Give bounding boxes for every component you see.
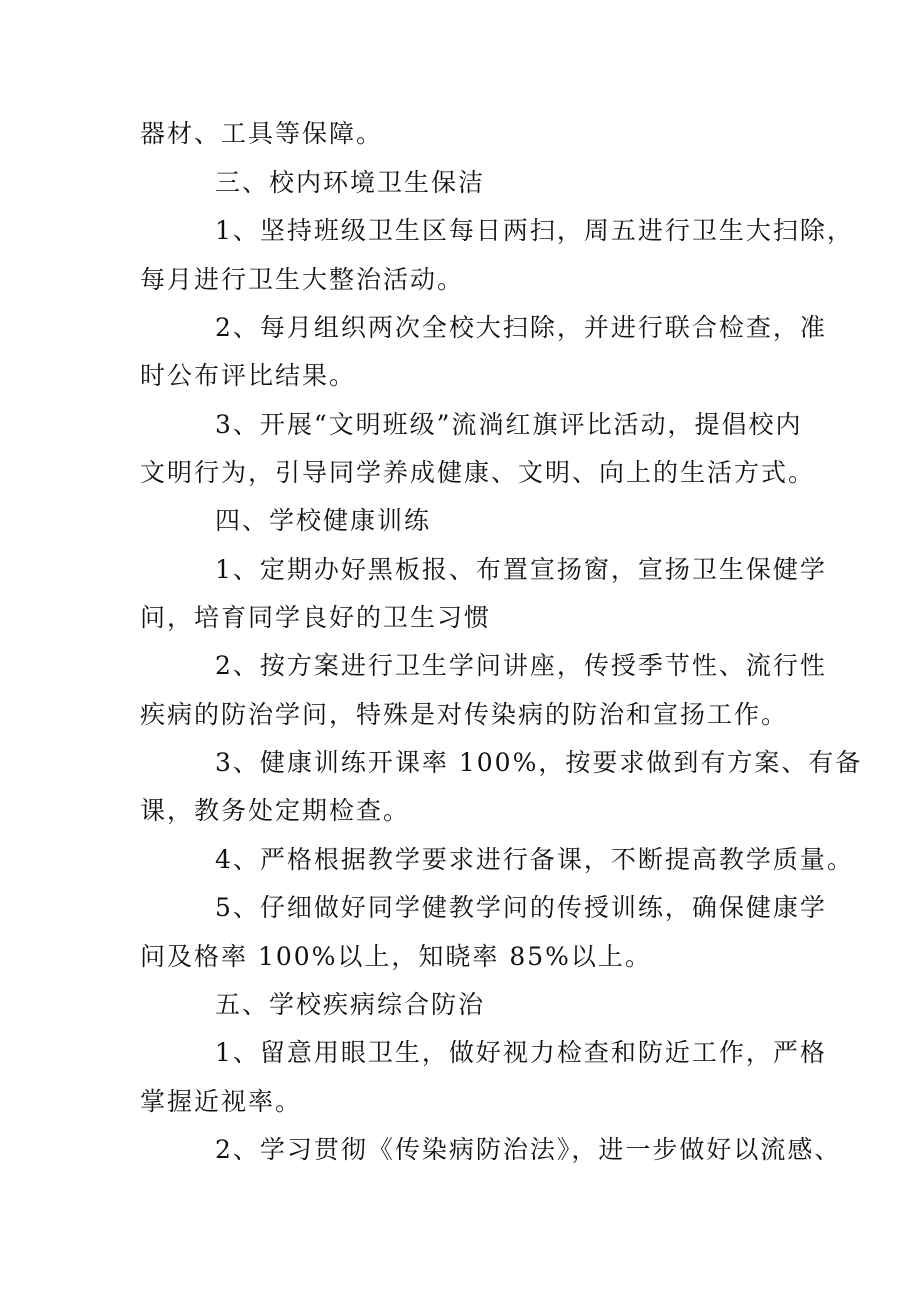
text-line: 文明行为，引导同学养成健康、文明、向上的生活方式。	[140, 458, 816, 487]
text-line: 问，培育同学良好的卫生习惯	[140, 603, 492, 632]
paragraph-line: 2、每月组织两次全校大扫除，并进行联合检查，准	[215, 313, 827, 342]
paragraph-line: 5、仔细做好同学健教学问的传授训练，确保健康学	[215, 893, 827, 922]
paragraph-line: 1、留意用眼卫生，做好视力检查和防近工作，严格	[215, 1038, 827, 1067]
text-line: 掌握近视率。	[140, 1087, 303, 1116]
section-heading: 五、学校疾病综合防治	[215, 990, 486, 1019]
section-heading: 四、学校健康训练	[215, 506, 432, 535]
paragraph-line: 3、健康训练开课率 100%，按要求做到有方案、有备	[215, 748, 863, 777]
section-heading: 三、校内环境卫生保洁	[215, 168, 486, 197]
text-line: 课，教务处定期检查。	[140, 796, 411, 825]
text-line: 疾病的防治学问，特殊是对传染病的防治和宣扬工作。	[140, 700, 789, 729]
text-line: 问及格率 100%以上，知晓率 85%以上。	[140, 942, 652, 971]
paragraph-line: 4、严格根据教学要求进行备课，不断提高教学质量。	[215, 845, 854, 874]
paragraph-line: 2、按方案进行卫生学问讲座，传授季节性、流行性	[215, 651, 827, 680]
paragraph-line: 2、学习贯彻《传染病防治法》，进一步做好以流感、	[215, 1135, 842, 1164]
paragraph-line: 3、开展“文明班级”流淌红旗评比活动，提倡校内	[215, 410, 803, 439]
text-line: 时公布评比结果。	[140, 361, 357, 390]
text-line: 器材、工具等保障。	[140, 119, 384, 148]
paragraph-line: 1、定期办好黑板报、布置宣扬窗，宣扬卫生保健学	[215, 555, 827, 584]
paragraph-line: 1、坚持班级卫生区每日两扫，周五进行卫生大扫除，	[215, 216, 854, 245]
text-line: 每月进行卫生大整治活动。	[140, 265, 465, 294]
